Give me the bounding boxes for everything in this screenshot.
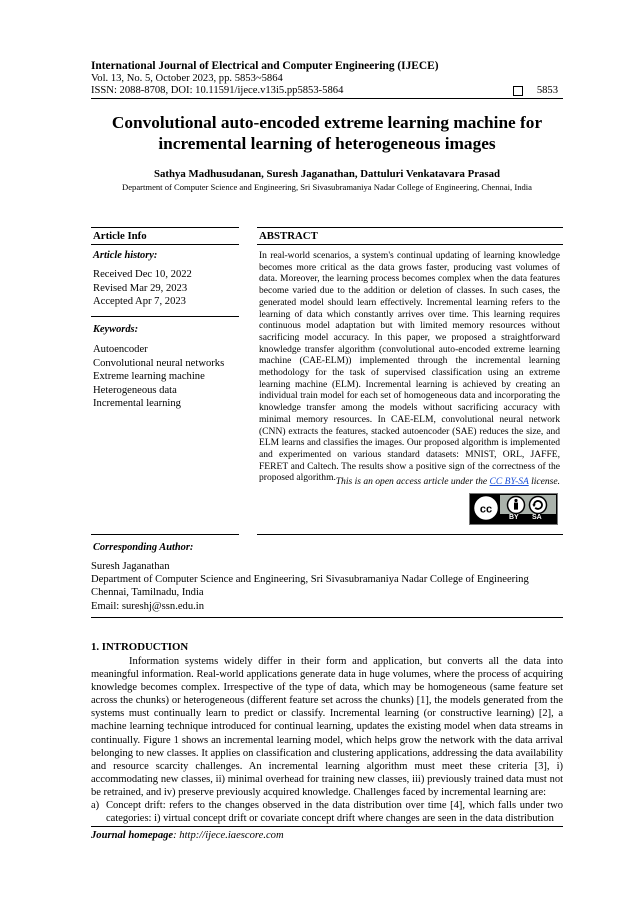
creative-commons-by-sa-icon[interactable] — [469, 493, 558, 525]
abstract-bottom-rule — [257, 534, 563, 535]
keywords-list — [93, 343, 224, 411]
cc-sa-label: SA — [532, 514, 542, 521]
license-line — [259, 476, 560, 487]
page-number-text: 5853 — [536, 85, 558, 96]
article-history-list — [93, 268, 192, 309]
keywords-heading: Keywords: — [93, 324, 139, 335]
list-item-text: Concept drift: refers to the changes observed in the data distribution over time [4], which falls under two categories: i) virtual concept drift or covariate concept drift where changes are seen in the data distribution — [106, 800, 563, 825]
abstract-top-rule — [257, 227, 563, 228]
article-info-heading: Article Info — [93, 230, 147, 242]
footer-rule — [91, 826, 563, 827]
authors: Sathya Madhusudanan, Suresh Jaganathan, Dattuluri Venkatavara Prasad — [154, 168, 500, 180]
list-item — [91, 799, 563, 825]
introduction-paragraph: Information systems widely differ in their form and application, but converts all the data into meaningful information. Real-world applications generate data in huge volumes, where the process of acquiring knowledge becomes complex. Irrespective of the type of data, which may be homogeneous (same feature set across the chunks) or heterogeneous (different feature set across the chunks) [1], the models generated from the systems must continually learn to predict or classify. Incremental learning (or constructive learning) [2], a machine learning technique introduced for continual learning, updates the existing model when data streams in continually. Figure 1 shows an incremental learning model, which helps grow the network with the data arrival belonging to new classes. It applies on classification and clustering applications, addressing the data availability and resource scarcity challenges. An incremental learning algorithm must meet these criteria [3], i) accommodating new classes, ii) minimal overhead for training new classes, iii) previously trained data must not be retrained, and iv) preserve previously acquired knowledge. Challenges faced by incremental learning are: — [91, 656, 563, 798]
list-item-marker: a) — [91, 800, 100, 812]
square-bullet-icon — [513, 86, 523, 96]
paper-title: Convolutional auto-encoded extreme learning machine for incremental learning of heterogeneous images — [111, 113, 543, 153]
article-info-rule — [91, 244, 239, 245]
keyword-item: Autoencoder — [93, 344, 148, 355]
history-received: Received Dec 10, 2022 — [93, 269, 192, 280]
keyword-item: Convolutional neural networks — [93, 357, 225, 369]
history-revised: Revised Mar 29, 2023 — [93, 282, 188, 294]
volume-line: Vol. 13, No. 5, October 2023, pp. 5853~5864 — [91, 73, 283, 84]
article-history-heading: Article history: — [93, 250, 158, 261]
issn-line: ISSN: 2088-8708, DOI: 10.11591/ijece.v13i5.pp5853-5864 — [91, 85, 344, 96]
corresponding-rule — [91, 617, 563, 618]
corresponding-email[interactable]: Email: sureshj@ssn.edu.in — [91, 600, 205, 612]
page-number — [513, 85, 558, 96]
homepage-url[interactable]: : http://ijece.iaescore.com — [173, 830, 284, 841]
corresponding-location: Chennai, Tamilnadu, India — [91, 587, 204, 599]
cc-by-sa-link[interactable]: CC BY-SA — [489, 476, 529, 487]
license-prefix: This is an open access article under the — [335, 476, 490, 487]
article-info-top-rule — [91, 227, 239, 228]
introduction-heading: 1. INTRODUCTION — [91, 641, 189, 653]
license-suffix: license. — [528, 476, 560, 487]
keyword-item: Heterogeneous data — [93, 384, 177, 396]
abstract-heading: ABSTRACT — [259, 230, 318, 242]
keyword-item: Extreme learning machine — [93, 371, 205, 383]
keyword-item: Incremental learning — [93, 398, 181, 410]
header-rule — [91, 98, 563, 99]
cc-by-label: BY — [509, 514, 519, 521]
history-rule — [91, 316, 239, 317]
corresponding-name: Suresh Jaganathan — [91, 561, 170, 572]
corresponding-dept: Department of Computer Science and Engineering, Sri Sivasubramaniya Nadar College of Engineering — [91, 574, 529, 586]
homepage-label: Journal homepage — [91, 830, 174, 841]
introduction-body — [91, 655, 563, 825]
affiliation: Department of Computer Science and Engineering, Sri Sivasubramaniya Nadar College of Engineering, Chennai, India — [122, 182, 532, 192]
corresponding-details — [91, 560, 563, 613]
history-accepted: Accepted Apr 7, 2023 — [93, 296, 186, 308]
corresponding-heading: Corresponding Author: — [93, 542, 194, 553]
svg-text:cc: cc — [479, 503, 493, 516]
abstract-rule — [257, 244, 563, 245]
journal-name: International Journal of Electrical and Computer Engineering (IJECE) — [91, 60, 439, 72]
journal-homepage[interactable] — [91, 830, 284, 841]
abstract-text: In real-world scenarios, a system's continual updating of learning knowledge becomes more critical as the data grows faster, producing vast volumes of data. Moreover, the learning process becomes complex when the data features become varied due to the addition or deletion of classes. In such cases, the generated model should learn effectively. Incremental learning refers to the learning of data which constantly arrives over time. This learning requires continuous model adaptation but with limited memory resources without sacrificing model accuracy. In this paper, we proposed a straightforward knowledge transfer algorithm (convolutional auto-encoded extreme learning machine (CAE-ELM)) implemented through the incremental learning methodology for the task of supervised classification using an extreme learning machine (ELM). Incremental learning is achieved by creating an individual train model for each set of homogeneous data and incorporating the knowledge transfer among the models without sacrificing accuracy with minimal memory resources. In CAE-ELM, convolutional neural network (CNN) extracts the features, stacked autoencoder (SAE) reduces the size, and ELM learns and classifies the images. Our proposed algorithm is implemented and experimented on various standard datasets: MNIST, ORL, JAFFE, FERET and Caltech. The results show a positive sign of the correctness of the proposed algorithm. — [259, 250, 560, 484]
info-bottom-rule — [91, 534, 239, 535]
